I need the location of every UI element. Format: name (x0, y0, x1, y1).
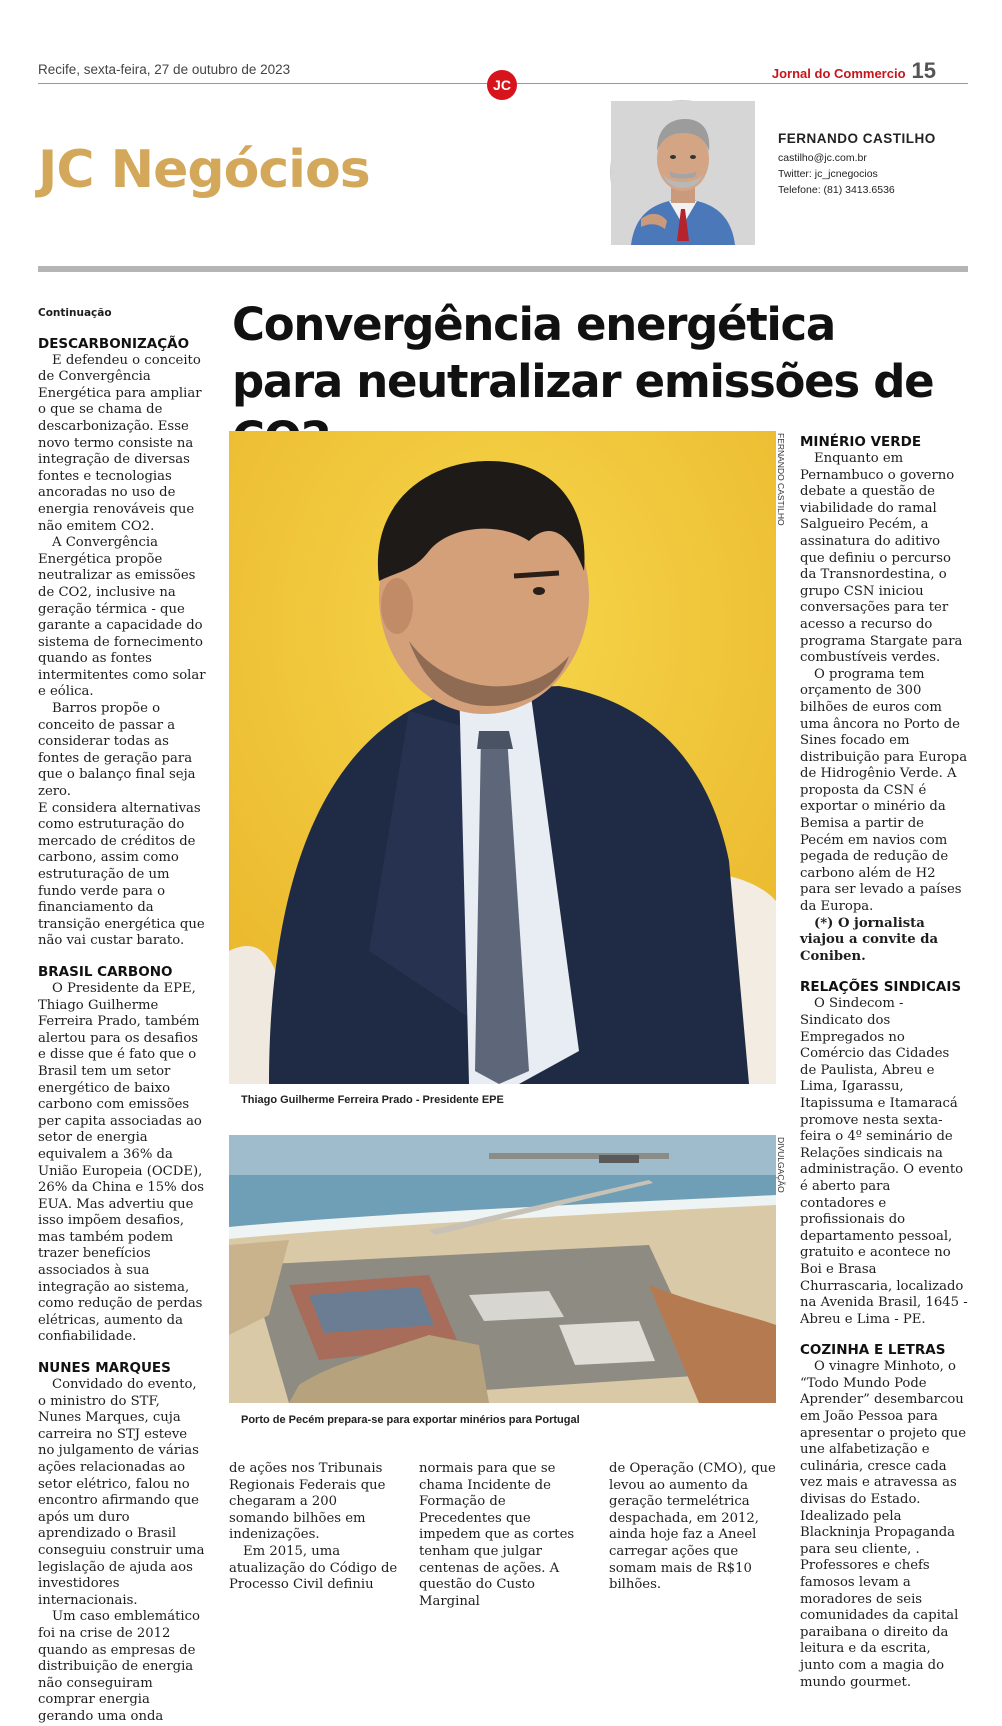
paragraph: O Presidente da EPE, Thiago Guilherme Ferreira Prado, também alertou para os desafios e disse que é fato que o Brasil tem um setor energético de baixo carbono com emissões per capita associadas ao setor de energia equivalem a 36% da União Europeia (OCDE), 26% da China e 15% dos EUA. Mas advertiu que isso impõem desafios, mas também podem trazer benefícios associados à sua integração ao sistema, como redução de perdas elétricas, aumento da confiabilidade. (38, 980, 204, 1345)
newspaper-name: Jornal do Commercio (771, 66, 906, 81)
photo-thiago-prado (229, 431, 776, 1084)
subhead-minerio-verde: MINÉRIO VERDE (800, 434, 922, 450)
photo-porto-pecem (229, 1135, 776, 1403)
left-column (38, 305, 206, 1726)
paragraph: O Sindecom - Sindicato dos Empregados no Comércio das Cidades de Paulista, Abreu e Lima, Igarassu, Itapissuma e Itamaracá promove nesta sexta-feira o 4º seminário de Relações sindicais na administração. O evento é aberto para contadores e profissionais do departamento pessoal, gratuito e acontece no Boi e Brasa Churrascaria, localizado na Avenida Brasil, 1645 - Abreu e Lima - PE. (800, 996, 968, 1327)
subhead-brasil-carbono: BRASIL CARBONO (38, 963, 173, 980)
right-column (800, 434, 968, 1691)
paragraph: O vinagre Minhoto, o “Todo Mundo Pode Aprender” desembarcou em João Pessoa para apresentar o projeto que une alfabetização e culinária, cresce cada vez mais e atravessa as divisas do Estado. Idealizado pela Blackninja Propaganda para seu cliente, . Professores e chefs famosos levam a moradores de seis comunidades da capital paraibana o direito da leitura e da escrita, junto com a magia do mundo gourmet. (800, 1359, 967, 1690)
paragraph: A Convergência Energética propõe neutralizar as emissões de CO2, inclusive na geração térmica - que garante a capacidade do sistema de fornecimento quando as fontes intermitentes como solar e eólica. (38, 535, 206, 700)
author-info (778, 131, 936, 198)
subhead-cozinha-e-letras: COZINHA E LETRAS (800, 1342, 946, 1359)
subhead-descarbonizacao: DESCARBONIZAÇÃO (38, 335, 190, 352)
paragraph: Um caso emblemático foi na crise de 2012 quando as empresas de distribuição de energia não conseguiram comprar energia gerando uma onda (38, 1609, 200, 1724)
author-name: FERNANDO CASTILHO (778, 131, 936, 146)
author-twitter: Twitter: jc_jcnegocios (778, 168, 878, 180)
paragraph: Convidado do evento, o ministro do STF, Nunes Marques, cuja carreira no STJ esteve no julgamento de várias ações relacionadas ao setor elétrico, falou no encontro afirmando que após um duro aprendizado o Brasil conseguiu construir uma legislação de ajuda aos investidores internacionais. (38, 1377, 205, 1608)
journalist-note: (*) O jornalista viajou a convite da Coniben. (800, 915, 939, 964)
paragraph: Em 2015, uma atualização do Código de Processo Civil definiu (229, 1543, 398, 1593)
dateline: Recife, sexta-feira, 27 de outubro de 2023 (38, 62, 291, 77)
paragraph: O programa tem orçamento de 300 bilhões de euros com uma âncora no Porto de Sines focado em distribuição para Europa de Hidrogênio Verde. A proposta da CSN é exportar o minério da Bemisa a partir de Pecém em navios com pegada de redução de carbono além de H2 para ser levado a países da Europa. (800, 666, 968, 915)
paragraph: de ações nos Tribunais Regionais Federais que chegaram a 200 somando bilhões em indenizações. (229, 1461, 386, 1543)
photo2-credit: DIVULGAÇÃO (776, 1137, 786, 1193)
paragraph: E defendeu o conceito de Convergência Energética para ampliar o que se chama de descarbonização. Esse novo termo consiste na integração de diversas fontes e tecnologias ancoradas no uso de energia renováveis que não emitem CO2. (38, 352, 202, 534)
author-phone: Telefone: (81) 3413.6536 (778, 184, 895, 196)
section-divider (38, 266, 968, 272)
author-portrait (610, 100, 754, 244)
subhead-nunes-marques: NUNES MARQUES (38, 1360, 171, 1377)
jc-logo-badge: JC (487, 70, 517, 100)
subhead-relacoes-sindicais: RELAÇÕES SINDICAIS (800, 979, 962, 996)
paragraph: E considera alternativas como estruturação do mercado de créditos de carbono, assim como estruturação de um fundo verde para o financiamento da transição energética que não vai custar barato. (38, 800, 205, 949)
photo1-caption: Thiago Guilherme Ferreira Prado - Presidente EPE (241, 1094, 504, 1106)
continuation-label: Continuação (38, 307, 112, 319)
photo1-credit: FERNANDO CASTILHO (776, 433, 786, 526)
paragraph: normais para que se chama Incidente de Formação de Precedentes que impedem que as cortes tenham que julgar centenas de ações. A questão do Custo Marginal (419, 1461, 575, 1609)
photo2-caption: Porto de Pecém prepara-se para exportar minérios para Portugal (241, 1414, 580, 1426)
page-number: 15 (911, 58, 936, 83)
article-headline: Convergência energética para neutralizar emissões de (232, 298, 934, 408)
section-title: JC Negócios (38, 140, 370, 200)
bottom-column-3 (609, 1461, 779, 1594)
paragraph: de Operação (CMO), que levou ao aumento da geração termelétrica despachada, em 2012, ainda hoje faz a Aneel carregar ações que somam mais de R$10 bilhões. (609, 1461, 776, 1593)
bottom-column-1 (229, 1461, 399, 1594)
paragraph: Enquanto em Pernambuco o governo debate a questão de viabilidade do ramal Salgueiro Pecém, a assinatura do aditivo que definiu o percurso da Transnordestina, o grupo CSN iniciou conversações para ter acesso a recurso do programa Stargate para combustíveis verdes. (800, 451, 963, 666)
paragraph: Barros propõe o conceito de passar a considerar todas as fontes de geração para que o balanço final seja zero. (38, 701, 196, 800)
bottom-column-2 (419, 1461, 589, 1610)
author-email: castilho@jc.com.br (778, 152, 867, 164)
masthead (772, 58, 936, 84)
